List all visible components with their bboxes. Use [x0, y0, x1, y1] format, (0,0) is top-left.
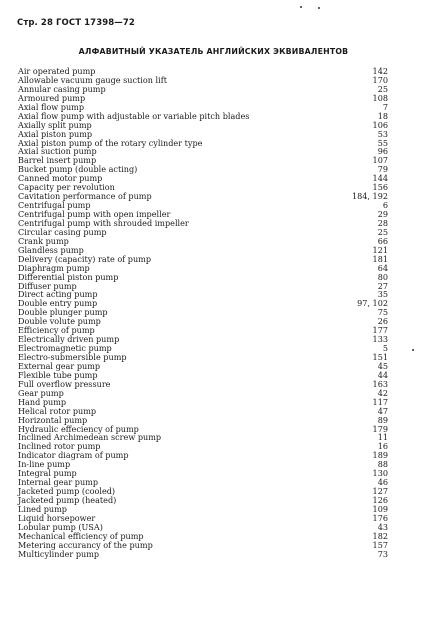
entry-page: 45 [377, 360, 388, 371]
entry-page: 79 [377, 164, 388, 175]
entry-page: 26 [377, 316, 388, 327]
entry-page: 64 [377, 262, 388, 273]
entry-term: Electrically driven pump [18, 334, 120, 345]
entry-page: 6 [382, 200, 388, 211]
entry-term: Diaphragm pump [18, 262, 90, 273]
entry-page: 11 [377, 432, 388, 443]
entry-term: Efficiency of pump [18, 325, 95, 336]
entry-page: 29 [377, 209, 388, 219]
entry-page: 28 [377, 217, 388, 228]
entry-term: Hydraulic effeciency of pump [18, 423, 139, 434]
entry-term: Centrifugal pump with open impeller [18, 209, 171, 219]
entry-term: In-line pump [18, 459, 71, 470]
entry-term: Mechanical efficiency of pump [18, 530, 144, 541]
entry-page: 117 [372, 396, 388, 407]
entry-term: Flexible tube pump [18, 369, 98, 380]
index-title: АЛФАВИТНЫЙ УКАЗАТЕЛЬ АНГЛИЙСКИХ ЭКВИВАЛЕНТОВ [78, 47, 349, 56]
entry-page: 44 [377, 369, 388, 380]
entry-page: 46 [377, 477, 388, 488]
entry-term: Lobular pump (USA) [18, 521, 103, 532]
entry-page: 96 [377, 146, 388, 157]
entry-page: 43 [377, 521, 388, 532]
entry-term: Integral pump [18, 468, 77, 479]
entry-term: Multicylinder pump [18, 548, 100, 559]
entry-page: 156 [372, 182, 388, 193]
entry-term: Full overflow pressure [18, 378, 111, 389]
entry-term: Gear pump [18, 387, 64, 398]
entry-page: 181 [372, 253, 388, 264]
entry-term: Axial flow pump [18, 101, 85, 112]
entry-term: Horizontal pump [18, 414, 88, 425]
entry-term: Metering accurancy of the pump [18, 539, 153, 550]
entry-term: Axial piston pump of the rotary cylinder type [18, 137, 203, 148]
entry-page: 109 [372, 503, 388, 514]
entry-page: 151 [372, 352, 388, 362]
entry-term: Axial piston pump [18, 128, 93, 139]
entry-page: 130 [372, 468, 388, 479]
entry-page: 108 [372, 92, 388, 103]
entry-term: Inclined Archimedean screw pump [18, 432, 162, 443]
entry-page: 121 [372, 244, 388, 255]
entry-page: 66 [377, 235, 388, 246]
entry-term: Jacketed pump (heated) [18, 495, 117, 505]
entry-term: Indicator diagram of pump [18, 450, 129, 461]
index-entry [18, 228, 388, 237]
entry-page: 157 [372, 539, 388, 550]
entry-term: Double plunger pump [18, 307, 108, 318]
entry-term: Axial flow pump with adjustable or variable pitch blades [18, 110, 250, 121]
entry-term: Axial suction pump [18, 146, 97, 157]
entry-term: Cavitation performance of pump [18, 191, 152, 202]
entry-term: Double volute pump [18, 316, 101, 327]
entry-page: 126 [372, 495, 388, 505]
entry-term: Direct acting pump [18, 289, 98, 300]
entry-term: Hand pump [18, 396, 67, 407]
entry-term: Bucket pump (double acting) [18, 164, 138, 175]
entry-term: Centrifugal pump [18, 200, 91, 211]
entry-page: 179 [372, 423, 388, 434]
entry-term: Canned motor pump [18, 173, 103, 184]
entry-page: 177 [372, 325, 388, 336]
entry-page: 144 [372, 173, 388, 184]
entry-page: 106 [372, 119, 388, 130]
entry-page: 25 [377, 83, 388, 94]
entry-term: Circular casing pump [18, 226, 107, 237]
entry-term: Capacity per revolution [18, 182, 115, 193]
entry-page: 163 [372, 378, 388, 389]
entry-term: External gear pump [18, 360, 101, 371]
entry-page: 184, 192 [351, 191, 388, 202]
entry-page: 133 [372, 334, 388, 345]
entry-page: 88 [377, 459, 388, 470]
entry-page: 55 [377, 137, 388, 148]
entry-term: Air operated pump [18, 66, 96, 76]
entry-page: 47 [377, 405, 388, 416]
entry-term: Electro-submersible pump [18, 352, 127, 362]
entry-page: 42 [377, 387, 388, 398]
index-entry [18, 550, 388, 559]
entry-term: Liquid horsepower [18, 512, 96, 523]
entry-term: Barrel insert pump [18, 155, 97, 166]
entry-page: 5 [382, 343, 388, 354]
entry-term: Delivery (capacity) rate of pump [18, 253, 152, 264]
entry-term: Electromagnetic pump [18, 343, 112, 354]
page-header: Стр. 28 ГОСТ 17398—72 [17, 18, 135, 28]
entry-page: 53 [377, 128, 388, 139]
entry-page: 73 [377, 548, 388, 559]
entry-term: Axially split pump [18, 119, 92, 130]
entry-term: Double entry pump [18, 298, 98, 309]
entry-page: 89 [377, 414, 388, 425]
entry-term: Centrifugal pump with shrouded impeller [18, 217, 189, 228]
entry-page: 18 [377, 110, 388, 121]
entry-page: 170 [372, 74, 388, 85]
entry-page: 107 [372, 155, 388, 166]
entry-page: 80 [377, 271, 388, 282]
entry-term: Inclined rotor pump [18, 441, 101, 452]
index-entry [18, 496, 388, 505]
entry-page: 142 [372, 66, 388, 76]
entry-page: 27 [377, 280, 388, 291]
scan-speck [412, 349, 414, 351]
entry-term: Glandless pump [18, 244, 84, 255]
entry-page: 16 [377, 441, 388, 452]
entry-term: Annular casing pump [18, 83, 106, 94]
entry-page: 182 [372, 530, 388, 541]
entry-term: Helical rotor pump [18, 405, 97, 416]
entry-page: 25 [377, 226, 388, 237]
entry-term: Internal gear pump [18, 477, 99, 488]
entry-page: 35 [377, 289, 388, 300]
index-entry [18, 451, 388, 460]
index-list [18, 67, 388, 559]
scan-speck [300, 6, 302, 8]
entry-term: Allowable vacuum gauge suction lift [18, 74, 167, 85]
entry-term: Crank pump [18, 235, 69, 246]
entry-page: 75 [377, 307, 388, 318]
entry-term: Differential piston pump [18, 271, 119, 282]
entry-page: 7 [382, 101, 388, 112]
entry-term: Lined pump [18, 503, 67, 514]
index-entry [18, 389, 388, 398]
entry-page: 176 [372, 512, 388, 523]
entry-term: Jacketed pump (cooled) [18, 486, 116, 497]
entry-page: 127 [372, 486, 388, 497]
entry-page: 97, 102 [357, 298, 388, 309]
entry-term: Diffuser pump [18, 280, 77, 291]
entry-term: Armoured pump [18, 92, 86, 103]
index-entry [18, 380, 388, 389]
scan-speck [318, 7, 320, 9]
entry-page: 189 [372, 450, 388, 461]
